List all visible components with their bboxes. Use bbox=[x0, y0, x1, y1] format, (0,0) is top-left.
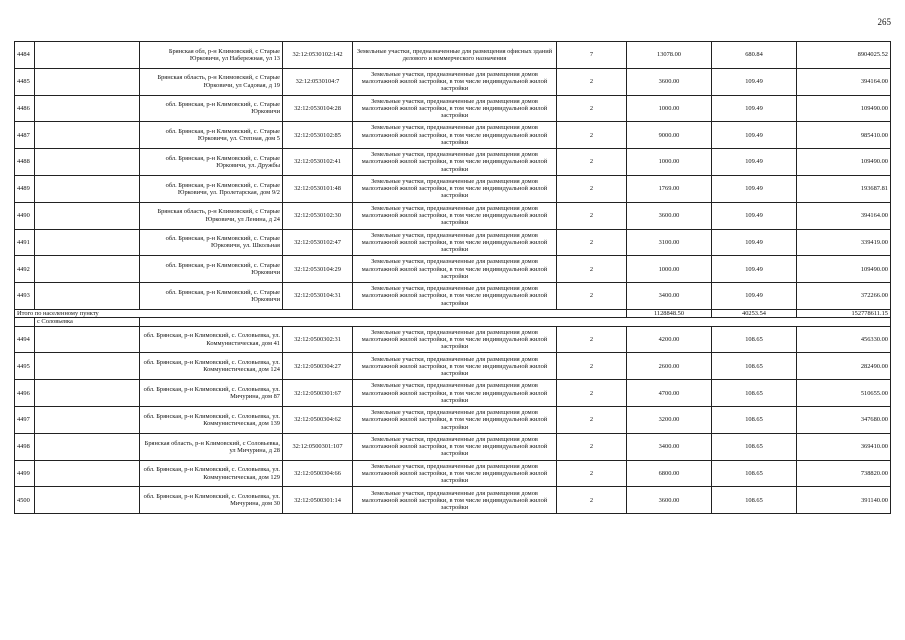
row-empty-cell bbox=[35, 487, 140, 514]
row-empty-cell bbox=[35, 460, 140, 487]
row-cadastral-number: 32:12:0500301:107 bbox=[283, 433, 353, 460]
row-cadastral-value: 339419.00 bbox=[797, 229, 891, 256]
row-cadastral-number: 32:12:0530104:29 bbox=[283, 256, 353, 283]
row-land-use: Земельные участки, предназначенные для размещения домов малоэтажной жилой застройки, в том числе индивидуальной жилой застройки bbox=[353, 202, 557, 229]
row-cadastral-number: 32:12:0530102:30 bbox=[283, 202, 353, 229]
row-rate: 108.65 bbox=[712, 487, 797, 514]
row-empty-cell bbox=[35, 433, 140, 460]
table-row bbox=[15, 175, 891, 202]
row-address: Брянская область, р-н Климовский, с Старые Юрковичи, ул Ленина, д 24 bbox=[140, 202, 283, 229]
table-row bbox=[15, 256, 891, 283]
row-empty-cell bbox=[35, 149, 140, 176]
row-category: 2 bbox=[557, 380, 627, 407]
row-area: 1000.00 bbox=[627, 149, 712, 176]
row-land-use: Земельные участки, предназначенные для размещения домов малоэтажной жилой застройки, в том числе индивидуальной жилой застройки bbox=[353, 256, 557, 283]
row-empty-cell bbox=[35, 380, 140, 407]
row-number: 4496 bbox=[15, 380, 35, 407]
row-empty-cell bbox=[35, 175, 140, 202]
page-number: 265 bbox=[877, 17, 891, 27]
first-locality-rows bbox=[15, 42, 891, 310]
row-address: обл. Брянская, р-н Климовский, с. Соловьевка, ул. Коммунистическая, дом 124 bbox=[140, 353, 283, 380]
row-empty-cell bbox=[35, 68, 140, 95]
locality-name: с Соловьевка bbox=[35, 318, 140, 326]
row-rate: 108.65 bbox=[712, 353, 797, 380]
row-rate: 109.49 bbox=[712, 68, 797, 95]
row-number: 4484 bbox=[15, 42, 35, 69]
row-area: 1769.00 bbox=[627, 175, 712, 202]
row-rate: 109.49 bbox=[712, 229, 797, 256]
row-land-use: Земельные участки, предназначенные для размещения домов малоэтажной жилой застройки, в том числе индивидуальной жилой застройки bbox=[353, 353, 557, 380]
row-area: 1000.00 bbox=[627, 95, 712, 122]
row-cadastral-number: 32:12:0500302:31 bbox=[283, 326, 353, 353]
row-rate: 108.65 bbox=[712, 407, 797, 434]
row-cadastral-value: 510655.00 bbox=[797, 380, 891, 407]
row-category: 2 bbox=[557, 433, 627, 460]
row-number: 4490 bbox=[15, 202, 35, 229]
row-land-use: Земельные участки, предназначенные для размещения домов малоэтажной жилой застройки, в том числе индивидуальной жилой застройки bbox=[353, 175, 557, 202]
row-category: 7 bbox=[557, 42, 627, 69]
row-number: 4488 bbox=[15, 149, 35, 176]
row-area: 2600.00 bbox=[627, 353, 712, 380]
row-empty-cell bbox=[35, 407, 140, 434]
row-empty-cell bbox=[35, 229, 140, 256]
table-row bbox=[15, 407, 891, 434]
row-category: 2 bbox=[557, 229, 627, 256]
table-row bbox=[15, 326, 891, 353]
subtotal-label: Итого по населенному пункту bbox=[15, 309, 627, 318]
row-address: обл. Брянская, р-н Климовский, с. Соловьевка, ул. Коммунистическая, дом 41 bbox=[140, 326, 283, 353]
row-number: 4486 bbox=[15, 95, 35, 122]
row-category: 2 bbox=[557, 353, 627, 380]
row-address: Брянская область, р-н Климовский, с Старые Юрковичи, ул Садовая, д 19 bbox=[140, 68, 283, 95]
row-empty-cell bbox=[35, 256, 140, 283]
row-address: обл. Брянская, р-н Климовский, с. Старые Юрковичи bbox=[140, 256, 283, 283]
table-row bbox=[15, 229, 891, 256]
subtotal-value: 152778611.15 bbox=[797, 309, 891, 318]
row-area: 13078.00 bbox=[627, 42, 712, 69]
row-address: обл. Брянская, р-н Климовский, с. Старые Юрковичи, ул. Пролетарская, дом 9/2 bbox=[140, 175, 283, 202]
table-row bbox=[15, 283, 891, 310]
row-rate: 109.49 bbox=[712, 202, 797, 229]
row-area: 1000.00 bbox=[627, 256, 712, 283]
row-cadastral-value: 109490.00 bbox=[797, 149, 891, 176]
row-number: 4491 bbox=[15, 229, 35, 256]
subtotal-area: 1128848.50 bbox=[627, 309, 712, 318]
locality-filler-cell bbox=[140, 318, 891, 326]
row-address: обл. Брянская, р-н Климовский, с. Старые Юрковичи bbox=[140, 283, 283, 310]
row-cadastral-number: 32:12:0500304:66 bbox=[283, 460, 353, 487]
row-area: 3400.00 bbox=[627, 283, 712, 310]
row-cadastral-value: 109490.00 bbox=[797, 256, 891, 283]
row-cadastral-value: 394164.00 bbox=[797, 202, 891, 229]
row-cadastral-value: 738820.00 bbox=[797, 460, 891, 487]
row-empty-cell bbox=[35, 353, 140, 380]
row-category: 2 bbox=[557, 256, 627, 283]
row-cadastral-value: 372266.00 bbox=[797, 283, 891, 310]
row-land-use: Земельные участки, предназначенные для размещения домов малоэтажной жилой застройки, в том числе индивидуальной жилой застройки bbox=[353, 95, 557, 122]
row-number: 4485 bbox=[15, 68, 35, 95]
row-land-use: Земельные участки, предназначенные для размещения домов малоэтажной жилой застройки, в том числе индивидуальной жилой застройки bbox=[353, 380, 557, 407]
row-category: 2 bbox=[557, 95, 627, 122]
row-cadastral-number: 32:12:0500301:67 bbox=[283, 380, 353, 407]
row-rate: 109.49 bbox=[712, 175, 797, 202]
row-cadastral-number: 32:12:0530102:47 bbox=[283, 229, 353, 256]
row-number: 4497 bbox=[15, 407, 35, 434]
row-area: 6800.00 bbox=[627, 460, 712, 487]
row-number: 4493 bbox=[15, 283, 35, 310]
row-land-use: Земельные участки, предназначенные для размещения домов малоэтажной жилой застройки, в том числе индивидуальной жилой застройки bbox=[353, 68, 557, 95]
row-rate: 108.65 bbox=[712, 380, 797, 407]
row-empty-cell bbox=[35, 122, 140, 149]
table-row bbox=[15, 380, 891, 407]
row-land-use: Земельные участки, предназначенные для размещения домов малоэтажной жилой застройки, в том числе индивидуальной жилой застройки bbox=[353, 122, 557, 149]
row-cadastral-value: 391140.00 bbox=[797, 487, 891, 514]
table-row bbox=[15, 487, 891, 514]
row-land-use: Земельные участки, предназначенные для размещения домов малоэтажной жилой застройки, в том числе индивидуальной жилой застройки bbox=[353, 229, 557, 256]
table-row bbox=[15, 202, 891, 229]
row-address: обл. Брянская, р-н Климовский, с. Старые Юрковичи, ул. Школьная bbox=[140, 229, 283, 256]
table-row bbox=[15, 149, 891, 176]
row-category: 2 bbox=[557, 460, 627, 487]
row-cadastral-value: 347680.00 bbox=[797, 407, 891, 434]
row-cadastral-value: 8904025.52 bbox=[797, 42, 891, 69]
row-number: 4487 bbox=[15, 122, 35, 149]
row-address: обл. Брянская, р-н Климовский, с. Соловьевка, ул. Коммунистическая, дом 129 bbox=[140, 460, 283, 487]
row-empty-cell bbox=[35, 326, 140, 353]
row-number: 4494 bbox=[15, 326, 35, 353]
row-rate: 680.84 bbox=[712, 42, 797, 69]
row-category: 2 bbox=[557, 407, 627, 434]
row-land-use: Земельные участки, предназначенные для размещения домов малоэтажной жилой застройки, в том числе индивидуальной жилой застройки bbox=[353, 283, 557, 310]
row-empty-cell bbox=[35, 95, 140, 122]
row-address: обл. Брянская, р-н Климовский, с. Старые Юрковичи, ул. Степная, дом 5 bbox=[140, 122, 283, 149]
subtotal-section bbox=[15, 309, 891, 326]
row-cadastral-value: 985410.00 bbox=[797, 122, 891, 149]
row-land-use: Земельные участки, предназначенные для размещения домов малоэтажной жилой застройки, в том числе индивидуальной жилой застройки bbox=[353, 460, 557, 487]
subtotal-row bbox=[15, 309, 891, 318]
table-row bbox=[15, 95, 891, 122]
table-row bbox=[15, 68, 891, 95]
row-cadastral-number: 32:12:0530102:85 bbox=[283, 122, 353, 149]
row-cadastral-value: 282490.00 bbox=[797, 353, 891, 380]
row-number: 4489 bbox=[15, 175, 35, 202]
table-row bbox=[15, 353, 891, 380]
row-area: 3200.00 bbox=[627, 407, 712, 434]
row-number: 4492 bbox=[15, 256, 35, 283]
row-address: обл. Брянская, р-н Климовский, с. Соловьевка, ул. Коммунистическая, дом 139 bbox=[140, 407, 283, 434]
row-address: обл. Брянская, р-н Климовский, с. Соловьевка, ул. Мичурина, дом 87 bbox=[140, 380, 283, 407]
row-category: 2 bbox=[557, 326, 627, 353]
row-land-use: Земельные участки, предназначенные для размещения домов малоэтажной жилой застройки, в том числе индивидуальной жилой застройки bbox=[353, 407, 557, 434]
row-rate: 109.49 bbox=[712, 149, 797, 176]
row-cadastral-number: 32:12:0530104:31 bbox=[283, 283, 353, 310]
table-row bbox=[15, 122, 891, 149]
row-category: 2 bbox=[557, 283, 627, 310]
row-address: обл. Брянская, р-н Климовский, с. Соловьевка, ул. Мичурина, дом 30 bbox=[140, 487, 283, 514]
row-area: 3600.00 bbox=[627, 68, 712, 95]
row-empty-cell bbox=[35, 42, 140, 69]
locality-header-row bbox=[15, 318, 891, 326]
row-cadastral-number: 32:12:0500301:14 bbox=[283, 487, 353, 514]
row-cadastral-value: 193687.81 bbox=[797, 175, 891, 202]
row-category: 2 bbox=[557, 175, 627, 202]
row-area: 3600.00 bbox=[627, 487, 712, 514]
row-land-use: Земельные участки, предназначенные для размещения домов малоэтажной жилой застройки, в том числе индивидуальной жилой застройки bbox=[353, 149, 557, 176]
row-address: Брянская область, р-н Климовский, с Соловьевка, ул Мичурина, д 28 bbox=[140, 433, 283, 460]
row-cadastral-number: 32:12:0500304:27 bbox=[283, 353, 353, 380]
row-area: 3100.00 bbox=[627, 229, 712, 256]
row-rate: 108.65 bbox=[712, 433, 797, 460]
land-registry-table bbox=[14, 41, 891, 514]
row-cadastral-number: 32:12:0500304:62 bbox=[283, 407, 353, 434]
row-number: 4500 bbox=[15, 487, 35, 514]
row-category: 2 bbox=[557, 68, 627, 95]
row-cadastral-value: 456330.00 bbox=[797, 326, 891, 353]
locality-num-cell bbox=[15, 318, 35, 326]
row-cadastral-number: 32:12:0530102:41 bbox=[283, 149, 353, 176]
subtotal-rate: 40253.54 bbox=[712, 309, 797, 318]
row-number: 4498 bbox=[15, 433, 35, 460]
row-category: 2 bbox=[557, 122, 627, 149]
row-cadastral-number: 32:12:0530104:28 bbox=[283, 95, 353, 122]
row-land-use: Земельные участки, предназначенные для размещения офисных зданий делового и коммерческого назначения bbox=[353, 42, 557, 69]
table-row bbox=[15, 460, 891, 487]
row-land-use: Земельные участки, предназначенные для размещения домов малоэтажной жилой застройки, в том числе индивидуальной жилой застройки bbox=[353, 487, 557, 514]
row-cadastral-value: 369410.00 bbox=[797, 433, 891, 460]
row-category: 2 bbox=[557, 202, 627, 229]
row-cadastral-number: 32:12:0530104:7 bbox=[283, 68, 353, 95]
row-rate: 109.49 bbox=[712, 95, 797, 122]
row-area: 3600.00 bbox=[627, 202, 712, 229]
row-category: 2 bbox=[557, 149, 627, 176]
row-cadastral-value: 109490.00 bbox=[797, 95, 891, 122]
row-cadastral-number: 32:12:0530101:48 bbox=[283, 175, 353, 202]
row-empty-cell bbox=[35, 283, 140, 310]
row-empty-cell bbox=[35, 202, 140, 229]
row-rate: 109.49 bbox=[712, 122, 797, 149]
row-area: 9000.00 bbox=[627, 122, 712, 149]
second-locality-rows bbox=[15, 326, 891, 514]
row-land-use: Земельные участки, предназначенные для размещения домов малоэтажной жилой застройки, в том числе индивидуальной жилой застройки bbox=[353, 326, 557, 353]
row-address: Брянская обл, р-н Климовский, с Старые Юрковичи, ул Набережная, ул 13 bbox=[140, 42, 283, 69]
row-rate: 109.49 bbox=[712, 283, 797, 310]
row-area: 4700.00 bbox=[627, 380, 712, 407]
row-cadastral-value: 394164.00 bbox=[797, 68, 891, 95]
table-row bbox=[15, 42, 891, 69]
row-rate: 109.49 bbox=[712, 256, 797, 283]
table-row bbox=[15, 433, 891, 460]
row-land-use: Земельные участки, предназначенные для размещения домов малоэтажной жилой застройки, в том числе индивидуальной жилой застройки bbox=[353, 433, 557, 460]
row-number: 4499 bbox=[15, 460, 35, 487]
row-area: 3400.00 bbox=[627, 433, 712, 460]
row-cadastral-number: 32:12:0530102:142 bbox=[283, 42, 353, 69]
row-address: обл. Брянская, р-н Климовский, с. Старые Юрковичи bbox=[140, 95, 283, 122]
row-rate: 108.65 bbox=[712, 326, 797, 353]
row-rate: 108.65 bbox=[712, 460, 797, 487]
row-address: обл. Брянская, р-н Климовский, с. Старые Юрковичи, ул. Дружбы bbox=[140, 149, 283, 176]
row-number: 4495 bbox=[15, 353, 35, 380]
row-category: 2 bbox=[557, 487, 627, 514]
row-area: 4200.00 bbox=[627, 326, 712, 353]
